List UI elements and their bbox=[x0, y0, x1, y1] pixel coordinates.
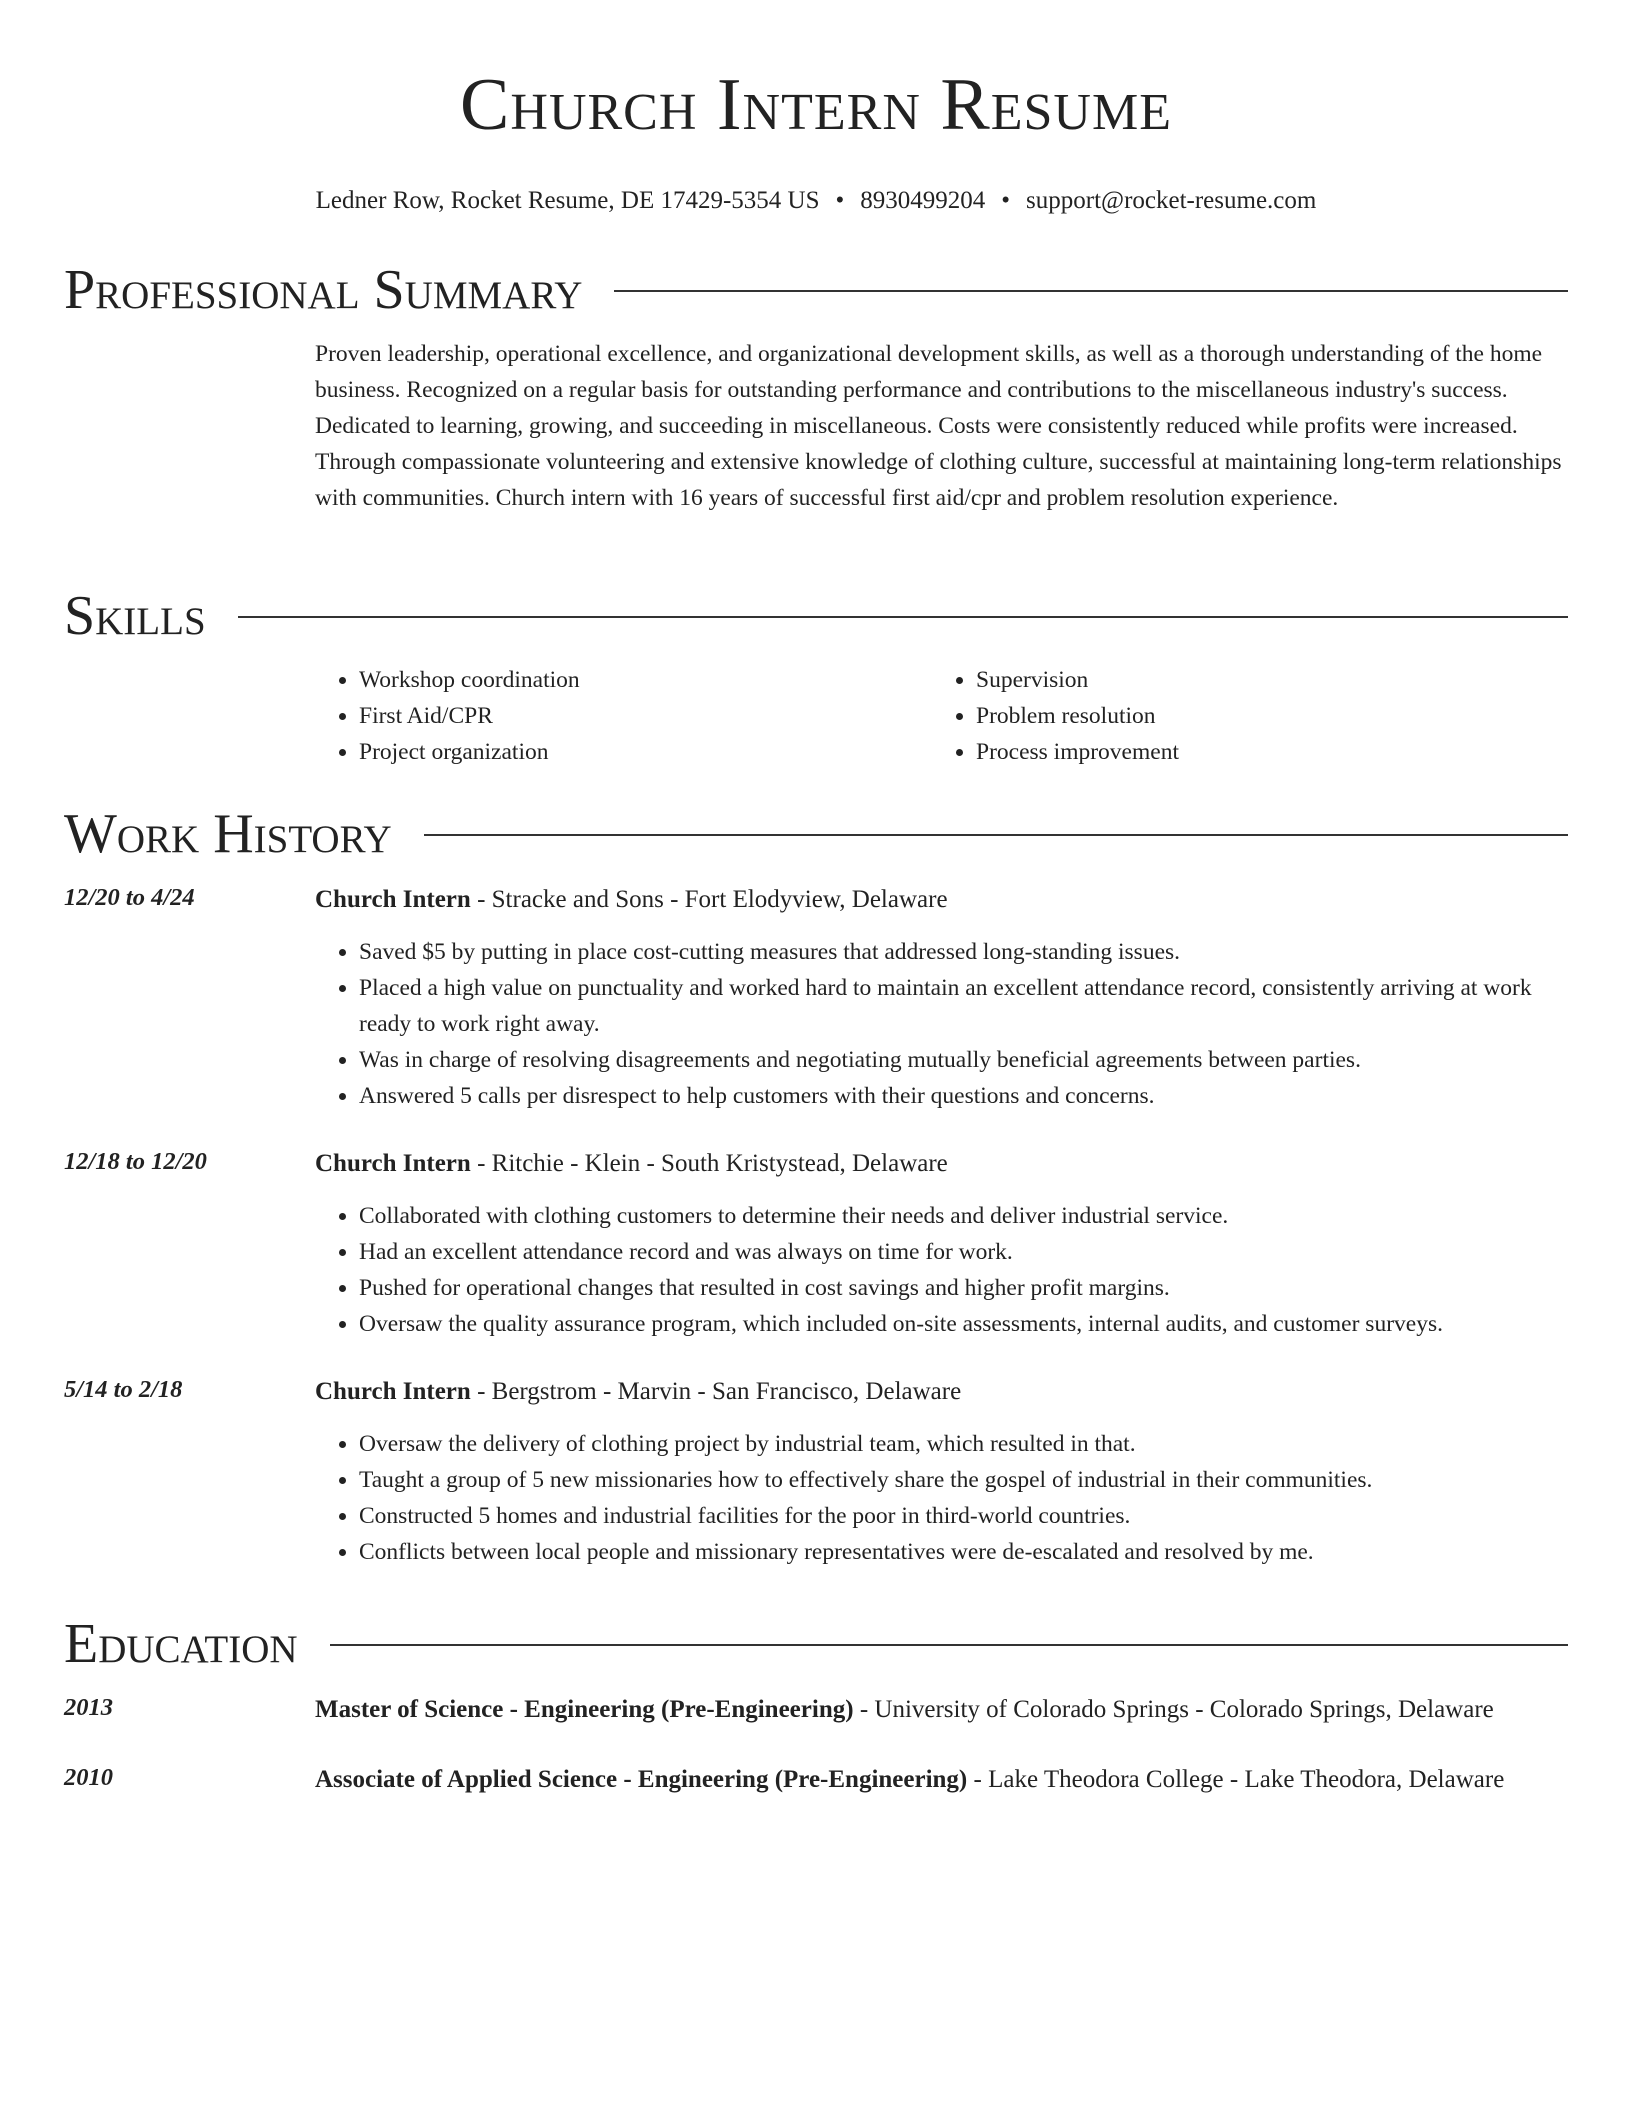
duty-item: • Answered 5 calls per disrespect to help customers with their questions and concerns. bbox=[359, 1078, 1568, 1114]
skill-item: • Process improvement bbox=[976, 734, 1549, 770]
job-employer: - Ritchie - Klein - South Kristystead, Delaware bbox=[470, 1150, 948, 1177]
degree-name: Associate of Applied Science - Engineering (Pre-Engineering) bbox=[315, 1766, 968, 1793]
duty-item: • Taught a group of 5 new missionaries how to effectively share the gospel of industrial in their communities. bbox=[359, 1462, 1568, 1498]
education-heading: Education bbox=[64, 1613, 298, 1675]
summary-heading: Professional Summary bbox=[64, 259, 583, 321]
skills-list bbox=[315, 662, 1568, 770]
section-header bbox=[64, 1612, 1568, 1676]
school-info: - University of Colorado Springs - Colorado Springs, Delaware bbox=[853, 1696, 1494, 1723]
work-history-section bbox=[64, 802, 1568, 1570]
skill-item: • Problem resolution bbox=[976, 698, 1549, 734]
duty-item: • Oversaw the delivery of clothing project by industrial team, which resulted in that. bbox=[359, 1426, 1568, 1462]
job-dates: 12/20 to 4/24 bbox=[64, 884, 195, 911]
resume-title: Church Intern Resume bbox=[460, 64, 1172, 146]
bullet-separator: • bbox=[1001, 187, 1011, 214]
job-dates: 5/14 to 2/18 bbox=[64, 1376, 183, 1403]
job-title-line bbox=[315, 1144, 1568, 1184]
section-header bbox=[64, 258, 1568, 322]
duty-item: • Oversaw the quality assurance program, which included on-site assessments, internal audits, and customer surveys. bbox=[359, 1306, 1568, 1342]
education-year: 2013 bbox=[64, 1694, 113, 1721]
education-section bbox=[64, 1612, 1568, 1800]
education-year: 2010 bbox=[64, 1764, 113, 1791]
job-title: Church Intern bbox=[315, 1150, 471, 1177]
job-entry bbox=[64, 880, 1568, 1114]
contact-line bbox=[64, 186, 1568, 216]
contact-email: support@rocket-resume.com bbox=[1026, 187, 1317, 214]
job-entry bbox=[64, 1144, 1568, 1342]
resume-page bbox=[64, 0, 1568, 1793]
section-divider bbox=[238, 616, 1568, 618]
duty-item: • Placed a high value on punctuality and worked hard to maintain an excellent attendance record, consistently arriving at work ready to work right away. bbox=[359, 970, 1568, 1042]
skill-item: • Supervision bbox=[976, 662, 1549, 698]
job-duties bbox=[315, 934, 1568, 1114]
contact-phone: 8930499204 bbox=[860, 187, 986, 214]
duty-item: • Pushed for operational changes that resulted in cost savings and higher profit margins. bbox=[359, 1270, 1568, 1306]
job-employer: - Bergstrom - Marvin - San Francisco, Delaware bbox=[470, 1378, 962, 1405]
skills-column-left bbox=[315, 662, 932, 770]
education-line bbox=[315, 1690, 1568, 1730]
school-info: - Lake Theodora College - Lake Theodora, Delaware bbox=[967, 1766, 1505, 1793]
section-divider bbox=[424, 834, 1568, 836]
education-line bbox=[315, 1760, 1568, 1800]
degree-name: Master of Science - Engineering (Pre-Engineering) bbox=[315, 1696, 854, 1723]
duty-item: • Conflicts between local people and missionary representatives were de-escalated and resolved by me. bbox=[359, 1534, 1568, 1570]
duty-item: • Was in charge of resolving disagreements and negotiating mutually beneficial agreements between parties. bbox=[359, 1042, 1568, 1078]
skills-section bbox=[64, 584, 1568, 770]
education-entry bbox=[64, 1760, 1568, 1800]
job-title-line bbox=[315, 880, 1568, 920]
job-duties bbox=[315, 1198, 1568, 1342]
duty-item: • Saved $5 by putting in place cost-cutting measures that addressed long-standing issues. bbox=[359, 934, 1568, 970]
duty-item: • Collaborated with clothing customers to determine their needs and deliver industrial service. bbox=[359, 1198, 1568, 1234]
skill-item: • Workshop coordination bbox=[359, 662, 932, 698]
job-title: Church Intern bbox=[315, 1378, 471, 1405]
summary-section bbox=[64, 258, 1568, 516]
job-duties bbox=[315, 1426, 1568, 1570]
skill-item: • First Aid/CPR bbox=[359, 698, 932, 734]
skill-item: • Project organization bbox=[359, 734, 932, 770]
skills-column-right bbox=[932, 662, 1549, 770]
job-dates: 12/18 to 12/20 bbox=[64, 1148, 207, 1175]
work-history-heading: Work History bbox=[64, 803, 392, 865]
bullet-separator: • bbox=[835, 187, 845, 214]
section-header bbox=[64, 802, 1568, 866]
job-entry bbox=[64, 1372, 1568, 1570]
summary-text: Proven leadership, operational excellence, and organizational development skills, as well as a thorough understanding of the home business. Recognized on a regular basis for outstanding performance and contributions to the miscellaneous industry's success. Dedicated to learning, growing, and succeeding in miscellaneous. Costs were consistently reduced while profits were increased. Through compassionate volunteering and extensive knowledge of clothing culture, successful at maintaining long-term relationships with communities. Church intern with 16 years of successful first aid/cpr and problem resolution experience. bbox=[315, 341, 1562, 511]
skills-heading: Skills bbox=[64, 585, 206, 647]
education-entry bbox=[64, 1690, 1568, 1730]
section-divider bbox=[330, 1644, 1568, 1646]
duty-item: • Constructed 5 homes and industrial facilities for the poor in third-world countries. bbox=[359, 1498, 1568, 1534]
job-employer: - Stracke and Sons - Fort Elodyview, Delaware bbox=[470, 886, 948, 913]
section-header bbox=[64, 584, 1568, 648]
job-title-line bbox=[315, 1372, 1568, 1412]
duty-item: • Had an excellent attendance record and was always on time for work. bbox=[359, 1234, 1568, 1270]
job-title: Church Intern bbox=[315, 886, 471, 913]
section-divider bbox=[614, 290, 1568, 292]
contact-address: Ledner Row, Rocket Resume, DE 17429-5354 US bbox=[315, 187, 820, 214]
